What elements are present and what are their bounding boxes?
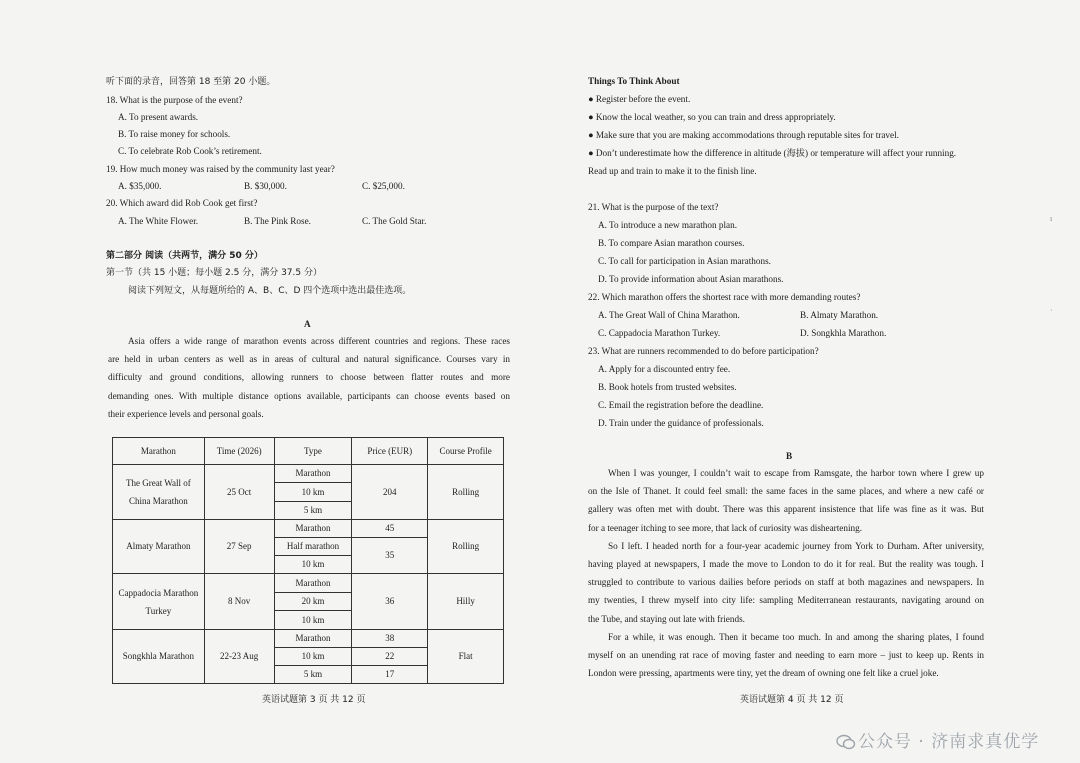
cell-price: 22 (352, 647, 428, 665)
question-21-option-a: A. To introduce a new marathon plan. (598, 220, 738, 230)
passage-b-label: B (786, 451, 793, 461)
question-22-option-b: B. Almaty Marathon. (800, 310, 879, 320)
question-20-option-a: A. The White Flower. (118, 216, 199, 226)
cell-time: 22-23 Aug (204, 629, 274, 683)
cell-marathon: Cappadocia Marathon Turkey (113, 574, 205, 629)
question-19-option-a: A. $35,000. (118, 181, 162, 191)
bullet-text: Know the local weather, so you can train and dress appropriately. (595, 112, 836, 122)
question-18-option-b: B. To raise money for schools. (118, 129, 231, 139)
left-page-footer: 英语试题第 3 页 共 12 页 (262, 695, 366, 705)
marathon-table (112, 437, 504, 684)
cell-marathon: Almaty Marathon (113, 520, 205, 574)
cell-profile: Flat (428, 629, 504, 683)
cell-price: 17 (352, 665, 428, 683)
question-18-stem: 18. What is the purpose of the event? (106, 95, 243, 105)
question-19-option-b: B. $30,000. (244, 181, 287, 191)
bullet-item: ● Know the local weather, so you can train and dress appropriately. (588, 112, 836, 122)
cell-price: 45 (352, 520, 428, 538)
cell-marathon: The Great Wall of China Marathon (113, 465, 205, 520)
cell-type: 10 km (274, 647, 352, 665)
passage-b-line: myself on an unending rat race of moving faster and needing to earn more – just to keep up. Rents in (588, 650, 984, 661)
question-19-option-c: C. $25,000. (362, 181, 405, 191)
question-18-option-a: A. To present awards. (118, 112, 199, 122)
question-23-stem: 23. What are runners recommended to do before participation? (588, 346, 819, 356)
cell-price: 35 (352, 538, 428, 574)
passage-a-line: are held in urban centers as well as in areas of cultural and natural significance. Courses vary in (108, 354, 510, 365)
question-22-option-c: C. Cappadocia Marathon Turkey. (598, 328, 721, 338)
header-price: Price (EUR) (352, 438, 428, 465)
table-row (113, 574, 504, 592)
passage-b-line: on the Isle of Thanet. It could feel small: the same faces in the same places, and where a new café or (588, 486, 984, 497)
passage-b-line: When I was younger, I couldn’t wait to escape from Ramsgate, the harbor town where I grew up (608, 468, 984, 478)
passage-a-line: Asia offers a wide range of marathon events across different countries and regions. These races (128, 336, 510, 346)
table-header-row (113, 438, 504, 465)
passage-b-text (588, 464, 984, 682)
header-time: Time (2026) (204, 438, 274, 465)
table-row (113, 465, 504, 483)
table-row (113, 520, 504, 538)
watermark (836, 727, 1039, 752)
listening-instruction: 听下面的录音，回答第 18 至第 20 小题。 (106, 77, 276, 87)
question-21-stem: 21. What is the purpose of the text? (588, 202, 719, 212)
cell-type: 20 km (274, 592, 352, 610)
cell-profile: Rolling (428, 520, 504, 574)
question-19-stem: 19. How much money was raised by the community last year? (106, 164, 335, 174)
passage-a-text (108, 332, 510, 423)
bullet-item: ● Register before the event. (588, 94, 691, 104)
part2-heading: 第二部分 阅读（共两节，满分 50 分） (106, 251, 263, 261)
cell-profile: Hilly (428, 574, 504, 629)
cell-time: 25 Oct (204, 465, 274, 520)
table-row (113, 629, 504, 647)
cell-marathon: Songkhla Marathon (113, 629, 205, 683)
cell-time: 27 Sep (204, 520, 274, 574)
passage-b-line: my twenties, I threw myself into city life: sampling Mediterranean restaurants, navigating around on (588, 595, 984, 606)
margin-tick: ı (1050, 214, 1053, 223)
cell-price: 36 (352, 574, 428, 629)
bullet-text: Make sure that you are making accommodations through reputable sites for travel. (595, 130, 899, 140)
section1-heading: 第一节（共 15 小题；每小题 2.5 分，满分 37.5 分） (106, 268, 322, 278)
bullet-text: Register before the event. (595, 94, 691, 104)
passage-a-line: demanding ones. With multiple distance options available, participants can choose events based on (108, 390, 510, 401)
question-22-stem: 22. Which marathon offers the shortest race with more demanding routes? (588, 292, 861, 302)
cell-type: Marathon (274, 465, 352, 483)
passage-b-line: having played at newspapers, I made the move to London to do it for real. But the reality was tough. I (588, 559, 984, 570)
question-23-option-d: D. Train under the guidance of professionals. (598, 418, 764, 428)
question-23-option-c: C. Email the registration before the deadline. (598, 400, 764, 410)
things-heading: Things To Think About (588, 76, 680, 86)
question-21-option-b: B. To compare Asian marathon courses. (598, 238, 745, 248)
cell-type: 10 km (274, 556, 352, 574)
bullet-text: Don’t underestimate how the difference in altitude (海拔) or temperature will affect your running. (595, 148, 957, 158)
question-21-option-d: D. To provide information about Asian marathons. (598, 274, 784, 284)
cell-type: Marathon (274, 574, 352, 592)
question-22-option-d: D. Songkhla Marathon. (800, 328, 887, 338)
margin-tick: · (1050, 306, 1053, 315)
cell-type: 5 km (274, 501, 352, 520)
question-18-option-c: C. To celebrate Rob Cook’s retirement. (118, 146, 262, 156)
question-21-option-c: C. To call for participation in Asian marathons. (598, 256, 771, 266)
passage-b-line: For a while, it was enough. Then it became too much. In and among the sharing plates, I found (608, 631, 984, 642)
header-type: Type (274, 438, 352, 465)
passage-a-line: their experience levels and personal goals. (108, 408, 264, 419)
cell-type: Half marathon (274, 538, 352, 556)
bullet-item: ● Don’t underestimate how the difference in altitude (海拔) or temperature will affect your running. (588, 148, 957, 158)
passage-a-line: difficulty and ground conditions, allowing runners to choose between flatter routes and more (108, 372, 510, 383)
header-marathon: Marathon (113, 438, 205, 465)
question-22-option-a: A. The Great Wall of China Marathon. (598, 310, 740, 320)
section1-instruction: 阅读下列短文，从每题所给的 A、B、C、D 四个选项中选出最佳选项。 (128, 286, 412, 296)
passage-b-line: So I left. I headed north for a four-year academic journey from York to Durham. After university, (608, 540, 984, 551)
right-page (540, 0, 1080, 763)
question-20-stem: 20. Which award did Rob Cook get first? (106, 198, 258, 208)
cell-price: 38 (352, 629, 428, 647)
passage-a-label: A (304, 319, 311, 329)
closing-line: Read up and train to make it to the finish line. (588, 166, 757, 176)
passage-b-line: struggled to contribute to various dailies before periods on staff at both magazines and newspapers. In (588, 577, 984, 588)
question-20-option-c: C. The Gold Star. (362, 216, 427, 226)
watermark-text: 公众号 · 济南求真优学 (858, 732, 1040, 752)
cell-price: 204 (352, 465, 428, 520)
right-page-footer: 英语试题第 4 页 共 12 页 (740, 695, 844, 705)
passage-b-line: London were pressing, apartments were tiny, yet the dream of owning one felt like a cruel joke. (588, 668, 939, 679)
question-20-option-b: B. The Pink Rose. (244, 216, 311, 226)
question-23-option-a: A. Apply for a discounted entry fee. (598, 364, 731, 374)
cell-type: 10 km (274, 483, 352, 501)
cell-profile: Rolling (428, 465, 504, 520)
cell-type: 5 km (274, 665, 352, 683)
cell-time: 8 Nov (204, 574, 274, 629)
cell-type: Marathon (274, 520, 352, 538)
cell-type: 10 km (274, 611, 352, 630)
passage-b-line: the Tube, and staying out late with friends. (588, 613, 745, 624)
passage-b-line: gallery was often met with doubt. There was this apparent insistence that life was fine as it was. But (588, 504, 984, 515)
question-23-option-b: B. Book hotels from trusted websites. (598, 382, 737, 392)
cell-type: Marathon (274, 629, 352, 647)
passage-b-line: for a teenager itching to see more, that lack of curiosity was disheartening. (588, 522, 862, 533)
wechat-icon (836, 734, 856, 750)
bullet-item: ● Make sure that you are making accommodations through reputable sites for travel. (588, 130, 899, 140)
header-course-profile: Course Profile (428, 438, 504, 465)
